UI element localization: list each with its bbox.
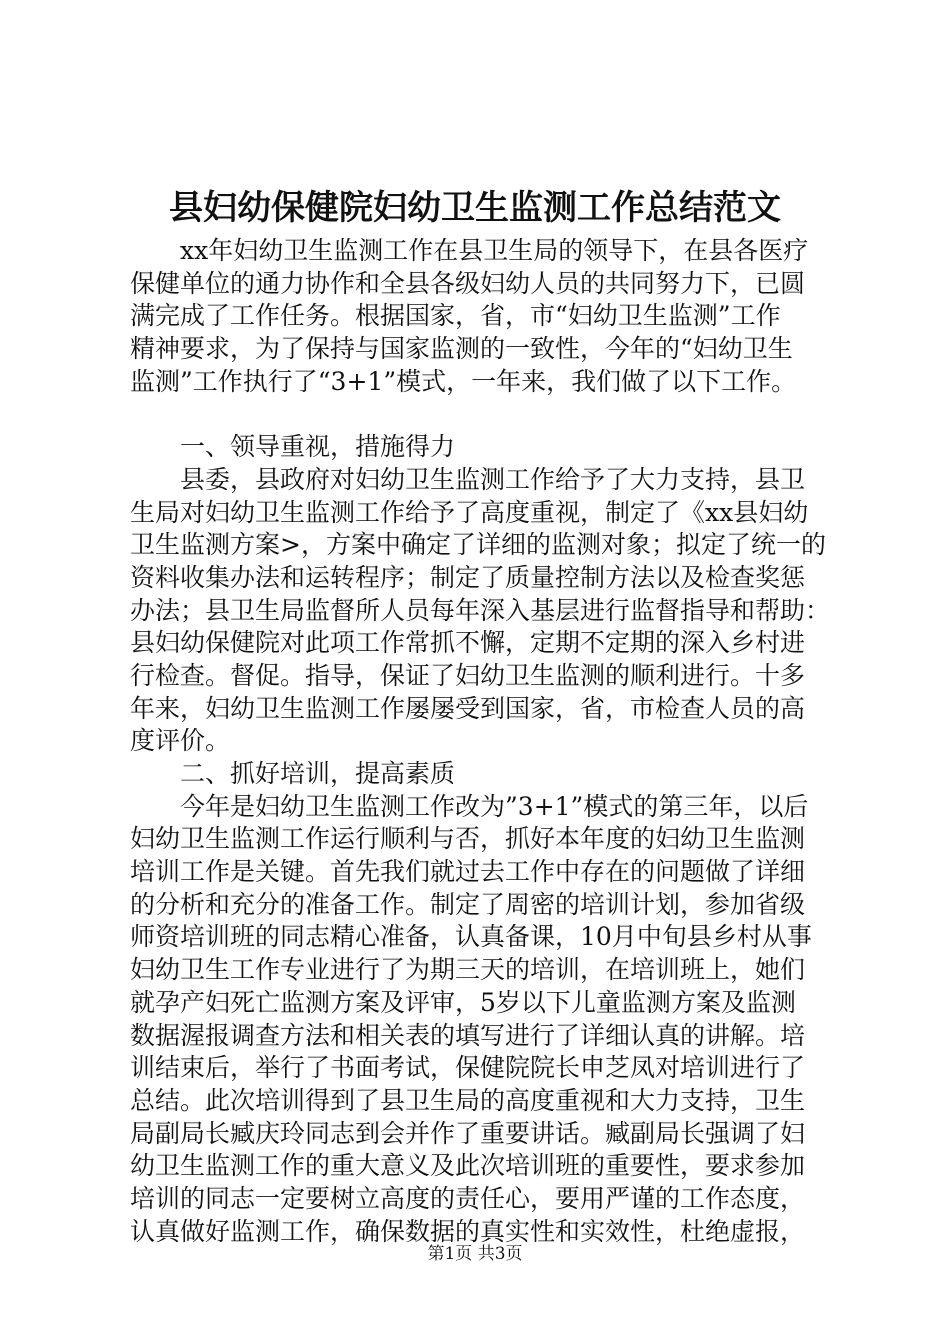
body-line: 认真做好监测工作，确保数据的真实性和实效性，杜绝虚报，: [130, 1216, 806, 1246]
body-line: 保健单位的通力协作和全县各级妇幼人员的共同努力下，已圆: [130, 268, 806, 298]
body-line: 卫生监测方案>，方案中确定了详细的监测对象；拟定了统一的: [130, 530, 826, 560]
body-line: 总结。此次培训得到了县卫生局的高度重视和大力支持，卫生: [130, 1085, 806, 1115]
body-line: 就孕产妇死亡监测方案及评审，5岁以下儿童监测方案及监测: [130, 987, 796, 1017]
body-line: 度评价。: [130, 726, 231, 756]
body-line: xx年妇幼卫生监测工作在县卫生局的领导下，在县各医疗: [130, 236, 809, 265]
body-line: 培训的同志一定要树立高度的责任心，要用严谨的工作态度，: [130, 1183, 806, 1213]
body-line: 年来，妇幼卫生监测工作屡屡受到国家，省，市检查人员的高: [130, 693, 806, 723]
body-line: 妇幼卫生监测工作运行顺利与否，抓好本年度的妇幼卫生监测: [130, 824, 806, 854]
body-line: 师资培训班的同志精心准备，认真备课，10月中旬县乡村从事: [130, 922, 812, 952]
body-line: 生局对妇幼卫生监测工作给予了高度重视，制定了《xx县妇幼: [130, 497, 809, 527]
body-line: 监测”工作执行了“3+1”模式，一年来，我们做了以下工作。: [130, 366, 797, 396]
body-line: 资料收集办法和运转程序；制定了质量控制方法以及检查奖惩: [130, 562, 806, 592]
body-line: 县委，县政府对妇幼卫生监测工作给予了大力支持，县卫: [130, 464, 806, 494]
body-line: 培训工作是关键。首先我们就过去工作中存在的问题做了详细: [130, 857, 806, 887]
body-line: 训结束后，举行了书面考试，保健院院长申芝凤对培训进行了: [130, 1053, 806, 1083]
body-line: 行检查。督促。指导，保证了妇幼卫生监测的顺利进行。十多: [130, 660, 806, 690]
body-line: 县妇幼保健院对此项工作常抓不懈，定期不定期的深入乡村进: [130, 628, 806, 658]
body-line: 满完成了工作任务。根据国家，省，市“妇幼卫生监测”工作: [130, 301, 781, 331]
body-line: 幼卫生监测工作的重大意义及此次培训班的重要性，要求参加: [130, 1151, 806, 1181]
body-line: 数据渥报调查方法和相关表的填写进行了详细认真的讲解。培: [130, 1020, 806, 1050]
body-line: 的分析和充分的准备工作。制定了周密的培训计划，参加省级: [130, 889, 806, 919]
blank-line: [130, 398, 830, 431]
document-title: 县妇幼保健院妇幼卫生监测工作总结范文: [169, 188, 781, 228]
body-line: 今年是妇幼卫生监测工作改为”3+1”模式的第三年，以后: [130, 791, 809, 821]
document-body: [130, 235, 830, 1248]
body-line: 精神要求，为了保持与国家监测的一致性，今年的“妇幼卫生: [130, 334, 793, 364]
page-number-footer: 第1页 共3页: [427, 1244, 523, 1264]
body-line: 妇幼卫生工作专业进行了为期三天的培训，在培训班上，她们: [130, 955, 806, 985]
body-line: 局副局长臧庆玲同志到会并作了重要讲话。臧副局长强调了妇: [130, 1118, 806, 1148]
section-heading-1: 一、领导重视，措施得力: [130, 432, 456, 462]
body-line: 办法；县卫生局监督所人员每年深入基层进行监督指导和帮助：: [130, 595, 831, 625]
section-heading-2: 二、抓好培训，提高素质: [130, 759, 456, 788]
